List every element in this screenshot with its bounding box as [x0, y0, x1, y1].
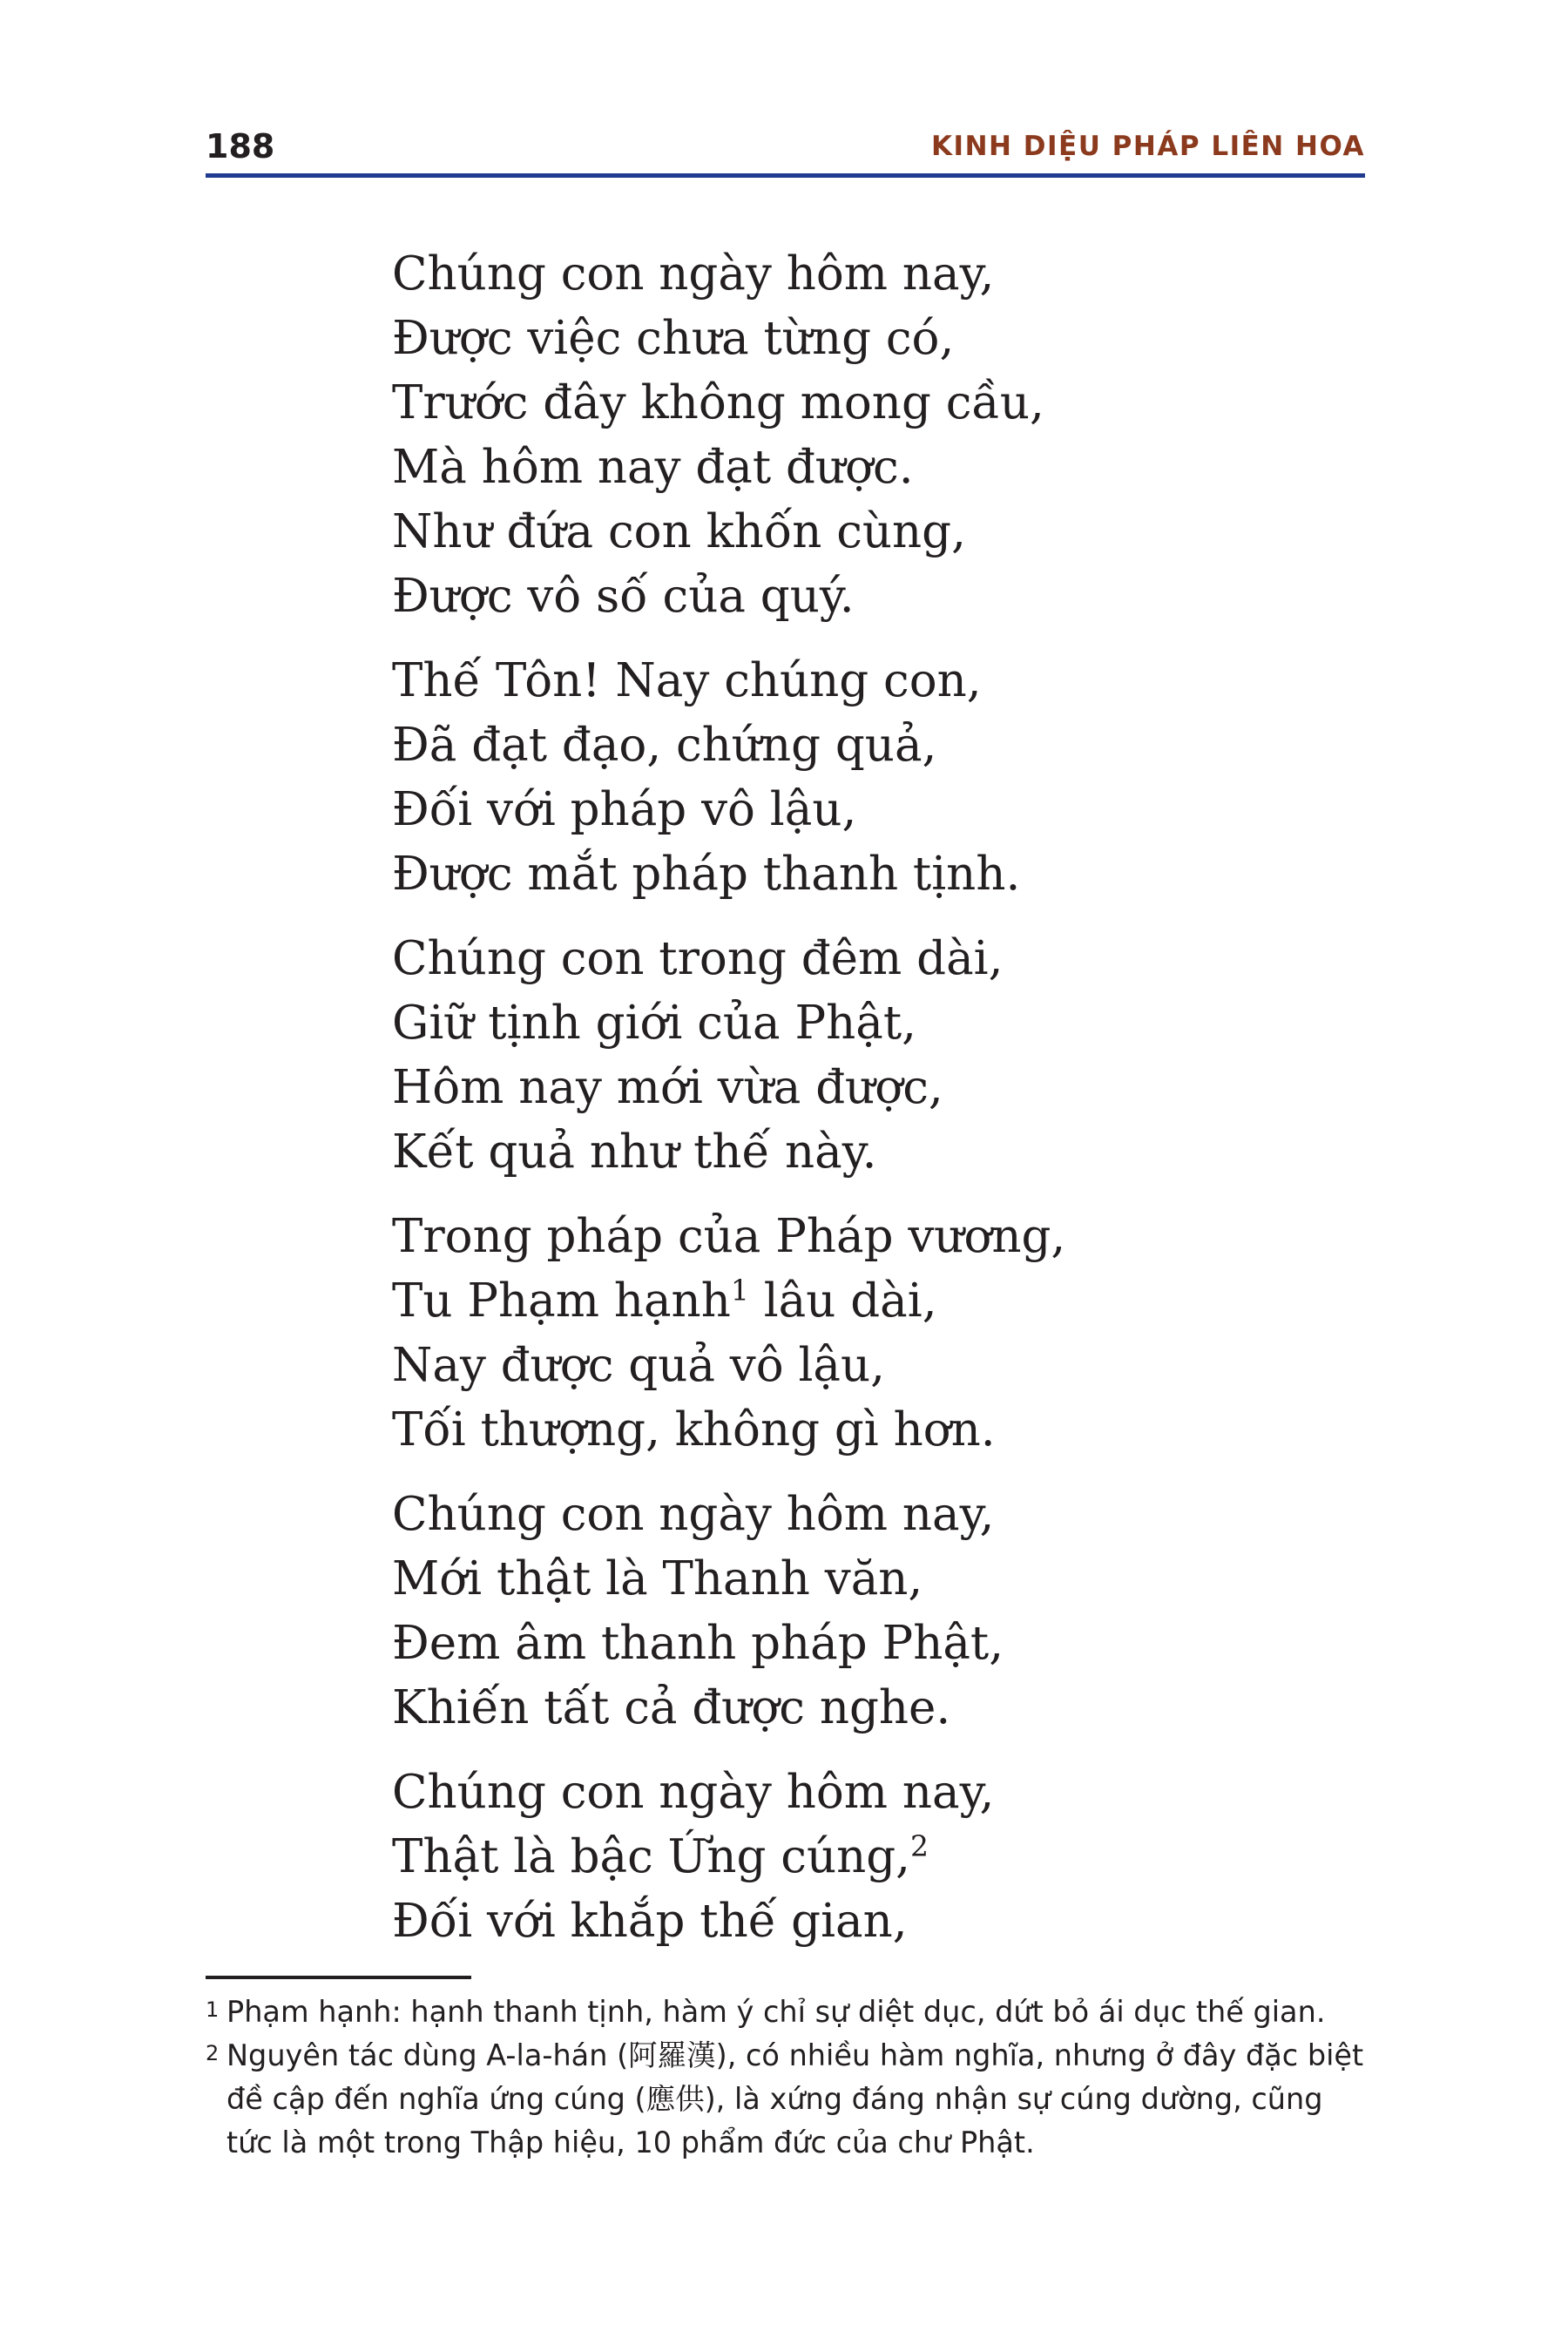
verse-line: Hôm nay mới vừa được,: [392, 1061, 943, 1114]
verse-line: Tối thượng, không gì hơn.: [392, 1403, 996, 1456]
verse-line: Mới thật là Thanh văn,: [392, 1552, 923, 1605]
verse-line: Đem âm thanh pháp Phật,: [392, 1617, 1004, 1670]
verse-line: Như đứa con khốn cùng,: [392, 505, 966, 558]
footnote-number: 1: [206, 1997, 220, 2022]
verse-line: Giữ tịnh giới của Phật,: [392, 997, 917, 1050]
verse-line: Được việc chưa từng có,: [392, 312, 955, 365]
footnotes: [206, 1990, 1369, 2165]
verse-line: Nay được quả vô lậu,: [392, 1339, 885, 1392]
footnote-ref-2[interactable]: 2: [909, 1828, 929, 1863]
verse-line-with-footnote: [392, 1825, 1350, 1889]
verse-text: lâu dài,: [748, 1274, 937, 1328]
footnote-divider: [206, 1976, 471, 1979]
verse-line: Trong pháp của Pháp vương,: [392, 1210, 1066, 1263]
stanza-3: [392, 927, 1350, 1185]
footnote-text: Phạm hạnh: hạnh thanh tịnh, hàm ý chỉ sự diệt dục, dứt bỏ ái dục thế gian.: [226, 1995, 1326, 2029]
verse-line: Thế Tôn! Nay chúng con,: [392, 654, 982, 707]
page-number: 188: [206, 127, 275, 166]
verse-line: Chúng con trong đêm dài,: [392, 932, 1004, 985]
stanza-2: [392, 649, 1350, 907]
footnote-2: [206, 2034, 1369, 2165]
verse-line: Được vô số của quý.: [392, 570, 855, 623]
verse-line: Đã đạt đạo, chứng quả,: [392, 719, 937, 772]
footnote-text: Nguyên tác dùng A-la-hán (阿羅漢), có nhiều hàm nghĩa, nhưng ở đây đặc biệt đề cập đến nghĩa ứng cúng (應供), là xứng đáng nhận sự cúng dường, cũng tức là một trong Thập hiệu, 10 phẩm đức của chư Phật.: [226, 2038, 1364, 2159]
footnote-number: 2: [206, 2041, 220, 2065]
verse-line: Chúng con ngày hôm nay,: [392, 1766, 995, 1819]
footnote-ref-1[interactable]: 1: [730, 1273, 749, 1308]
verse-line: Trước đây không mong cầu,: [392, 376, 1044, 429]
verse-body: [392, 242, 1350, 1974]
verse-line: Đối với khắp thế gian,: [392, 1895, 908, 1948]
stanza-5: [392, 1483, 1350, 1740]
verse-line-with-footnote: [392, 1269, 1350, 1334]
verse-line: Khiến tất cả được nghe.: [392, 1681, 951, 1734]
verse-line: Chúng con ngày hôm nay,: [392, 1488, 995, 1541]
stanza-4: [392, 1205, 1350, 1463]
running-title: KINH DIỆU PHÁP LIÊN HOA: [931, 131, 1365, 162]
verse-line: Chúng con ngày hôm nay,: [392, 247, 995, 301]
footnote-1: [206, 1990, 1369, 2034]
verse-line: Đối với pháp vô lậu,: [392, 783, 857, 836]
page-header: [206, 120, 1365, 178]
verse-line: Kết quả như thế này.: [392, 1125, 877, 1179]
stanza-6: [392, 1761, 1350, 1954]
stanza-1: [392, 242, 1350, 629]
verse-line: Được mắt pháp thanh tịnh.: [392, 848, 1021, 901]
verse-text: Thật là bậc Ứng cúng,: [392, 1830, 910, 1883]
verse-text: Tu Phạm hạnh: [392, 1274, 731, 1328]
verse-line: Mà hôm nay đạt được.: [392, 441, 914, 494]
